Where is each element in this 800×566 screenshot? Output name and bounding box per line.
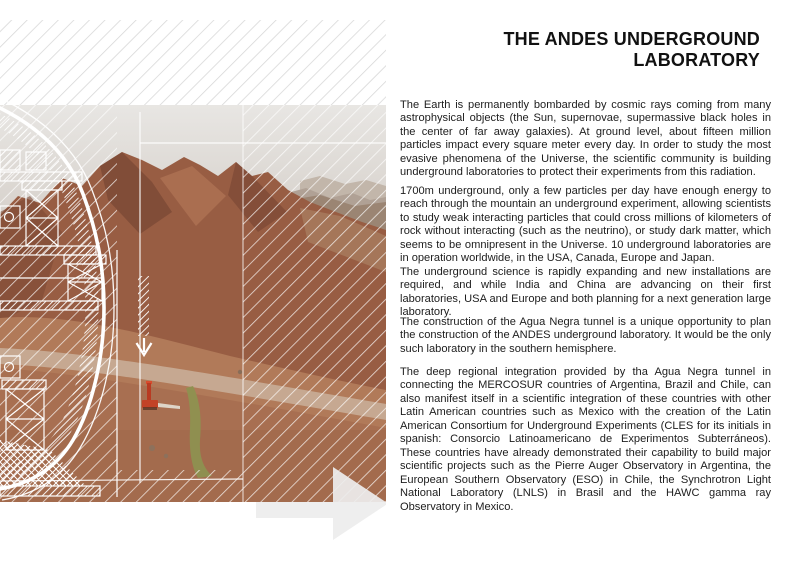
vent-box (26, 152, 46, 170)
rig-base (143, 407, 157, 410)
rig-mast (147, 383, 151, 402)
page-title: THE ANDES UNDERGROUND LABORATORY (503, 29, 760, 70)
rock (149, 445, 155, 451)
rock (238, 370, 242, 374)
vent-box (0, 150, 20, 170)
hatch-overlay-bottom (117, 470, 243, 502)
cover-visual (0, 0, 386, 566)
rock (164, 454, 168, 458)
body-paragraph: The Earth is permanently bombarded by cosmic rays coming from many astrophysical objects (the Sun, supernovae, supermassive black holes in the center of far away galaxies). At ground level, about fifteen million particles impact every square meter every day. In order to study the most evasive phenomena of the Universe, the scientific community is building underground laboratories to protect their experiments from this radiation. (400, 99, 771, 179)
body-paragraph: The construction of the Agua Negra tunnel is a unique opportunity to plan the construction of the ANDES underground laboratory. It would be the only such laboratory in the southern hemisphere. (400, 316, 771, 355)
hatched-arrow-shaft (138, 276, 149, 336)
beam-cap (22, 181, 62, 190)
beam-cap (64, 255, 106, 264)
text-column (400, 0, 771, 566)
floor-slab (0, 246, 96, 255)
floor-slab (0, 486, 100, 496)
floor-slab (0, 301, 98, 310)
hatch-overlay-right (243, 105, 386, 502)
body-paragraph: The underground science is rapidly expanding and new installations are required, and while India and China are advancing on their first laboratories, USA and Europe and both planning for a next generation large laboratory. (400, 266, 771, 319)
body-paragraph: 1700m underground, only a few particles per day have enough energy to reach through the mountain an underground experiment, allowing scientists to study weak interacting particles that could cross millions of kilometers of rock without interacting (such as the neutrino), or study dark matter, which seems to be omnipresent in the Universe. 10 underground laboratories are in operation worldwide, in the USA, Canada, Europe and Japan. (400, 185, 771, 265)
body-paragraph: The deep regional integration provided by tha Agua Negra tunnel in connecting the MERCOSUR countries of Argentina, Brazil and Chile, can also manifest itself in a scientific integration of these countries with other Latin American countries such as Mexico with the creation of the Latin American Consortium for Underground Experiments (CLES for its initials in spanish: Consorcio Latinoamericano de Experimentos Subterráneos). These countries have already demonstrated their capability to build major scientific projects such as the Pierre Auger Observatory in Argentina, the European Southern Observatory (ESO) in Chile, the Synchrotron Light National Laboratory (LNLS) in Brasil and the HAWC gamma ray Observatory in Mexico. (400, 366, 771, 513)
floor-slab (0, 172, 82, 181)
beam-cap (2, 380, 46, 389)
andes-photo-composition (0, 0, 386, 566)
hatch-overlay-top (0, 20, 386, 105)
rig-body (142, 400, 158, 408)
